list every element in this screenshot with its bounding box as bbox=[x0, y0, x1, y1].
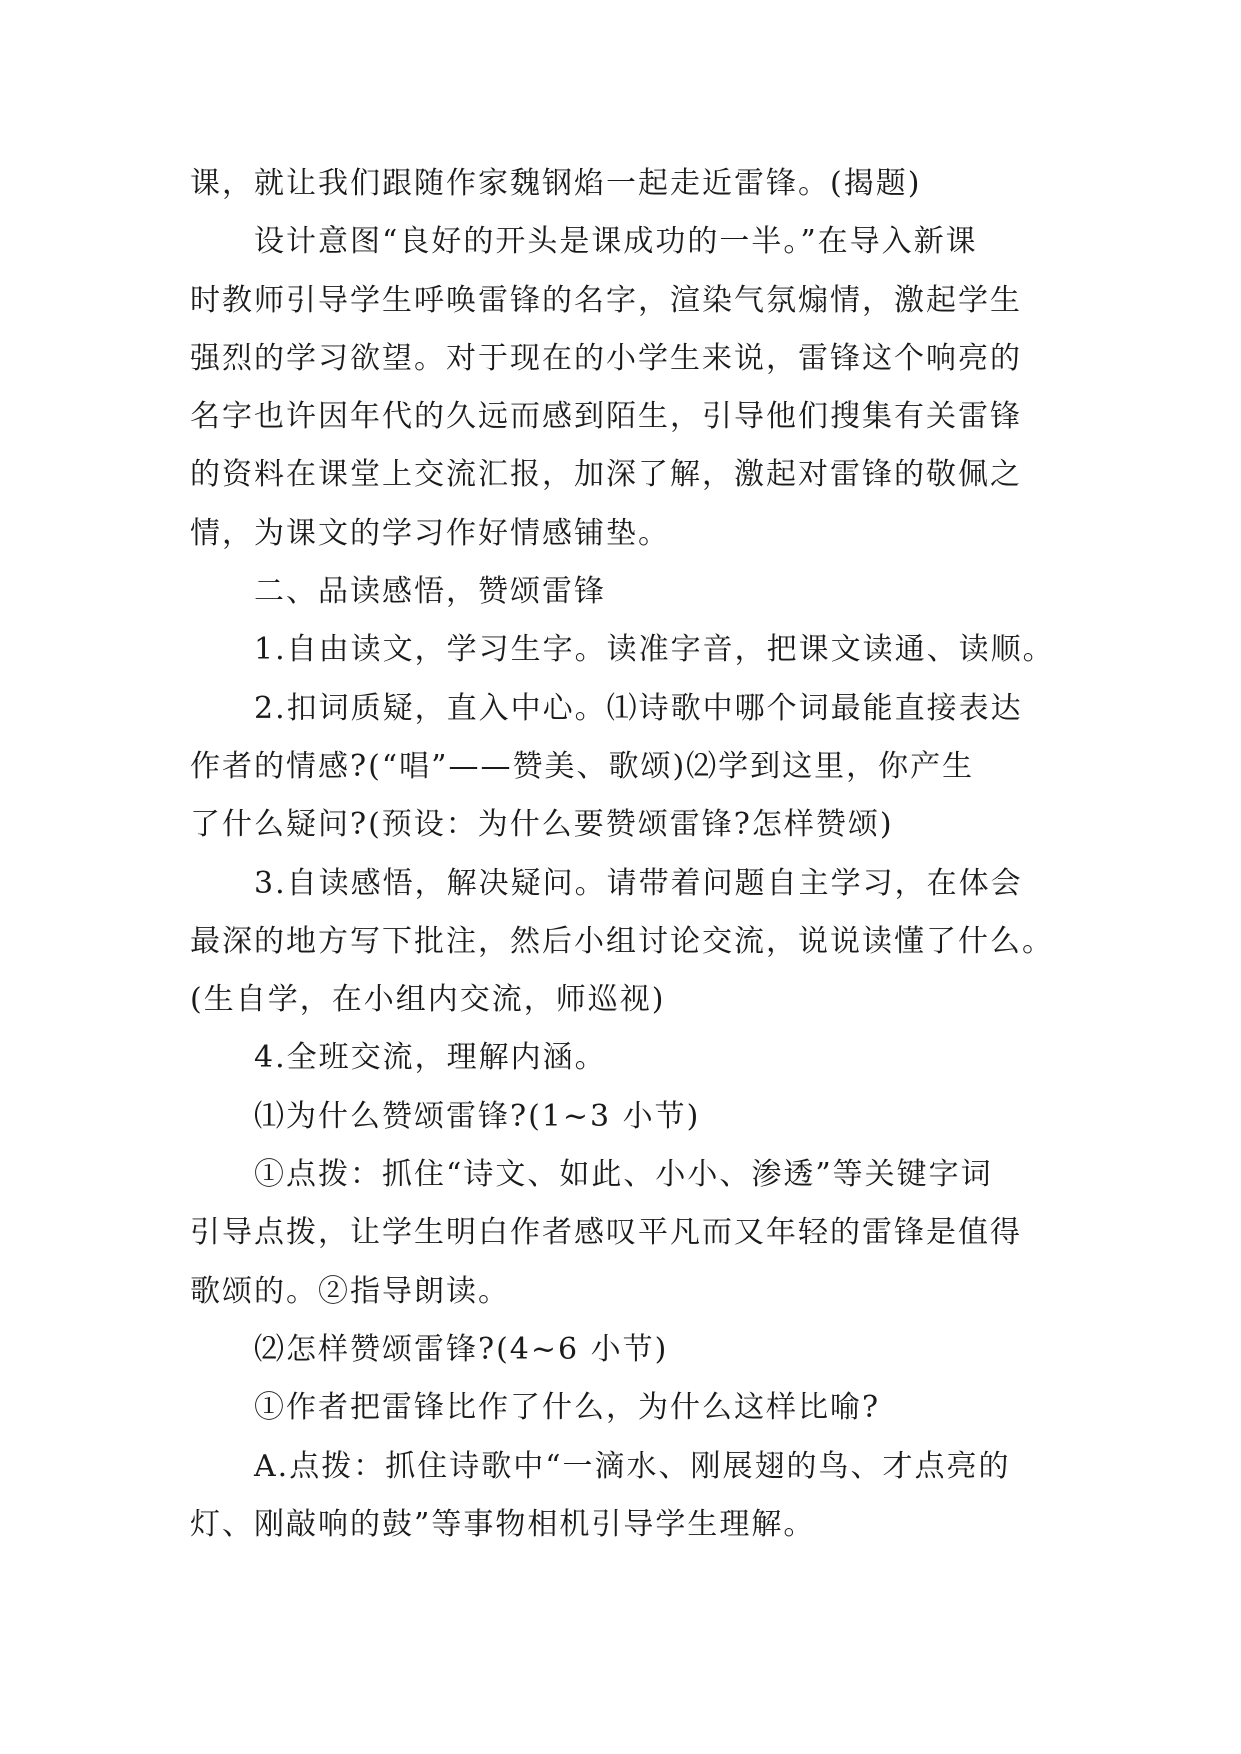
text-line: 1.自由读文，学习生字。读准字音，把课文读通、读顺。 bbox=[254, 632, 1055, 668]
document-body bbox=[190, 155, 1060, 1554]
text-line: (生自学，在小组内交流，师巡视) bbox=[190, 982, 666, 1018]
text-line: 强烈的学习欲望。对于现在的小学生来说，雷锋这个响亮的 bbox=[190, 340, 1022, 376]
text-line: 引导点拨，让学生明白作者感叹平凡而又年轻的雷锋是值得 bbox=[190, 1215, 1022, 1251]
text-line: 最深的地方写下批注，然后小组讨论交流，说说读懂了什么。 bbox=[190, 923, 1054, 959]
text-line: 2.扣词质疑，直入中心。⑴诗歌中哪个词最能直接表达 bbox=[254, 690, 1023, 726]
text-line: 时教师引导学生呼唤雷锋的名字，渲染气氛煽情，激起学生 bbox=[190, 282, 1022, 318]
text-line: ⑴为什么赞颂雷锋?(1~3 小节) bbox=[254, 1098, 701, 1134]
text-line: ①点拨：抓住“诗文、如此、小小、渗透”等关键字词 bbox=[254, 1157, 993, 1193]
text-line: 设计意图“良好的开头是课成功的一半。”在导入新课 bbox=[254, 224, 978, 260]
text-line: 3.自读感悟，解决疑问。请带着问题自主学习，在体会 bbox=[254, 865, 1023, 901]
text-line: 作者的情感?(“唱”——赞美、歌颂)⑵学到这里，你产生 bbox=[190, 748, 975, 784]
text-line: 课，就让我们跟随作家魏钢焰一起走近雷锋。(揭题) bbox=[190, 166, 922, 201]
text-line: 情，为课文的学习作好情感铺垫。 bbox=[190, 515, 670, 551]
text-line: ⑵怎样赞颂雷锋?(4~6 小节) bbox=[254, 1331, 669, 1367]
text-line: 灯、刚敲响的鼓”等事物相机引导学生理解。 bbox=[190, 1506, 816, 1542]
text-line: 的资料在课堂上交流汇报，加深了解，激起对雷锋的敬佩之 bbox=[190, 457, 1022, 493]
text-line: 名字也许因年代的久远而感到陌生，引导他们搜集有关雷锋 bbox=[190, 399, 1022, 435]
text-line: 了什么疑问?(预设：为什么要赞颂雷锋?怎样赞颂) bbox=[190, 807, 894, 843]
text-line: 歌颂的。②指导朗读。 bbox=[190, 1273, 510, 1309]
text-line: ①作者把雷锋比作了什么，为什么这样比喻? bbox=[254, 1390, 881, 1426]
text-line: 4.全班交流，理解内涵。 bbox=[254, 1040, 607, 1076]
text-line: 二、品读感悟，赞颂雷锋 bbox=[254, 574, 606, 610]
text-line: A.点拨：抓住诗歌中“一滴水、刚展翅的鸟、才点亮的 bbox=[254, 1448, 1011, 1484]
